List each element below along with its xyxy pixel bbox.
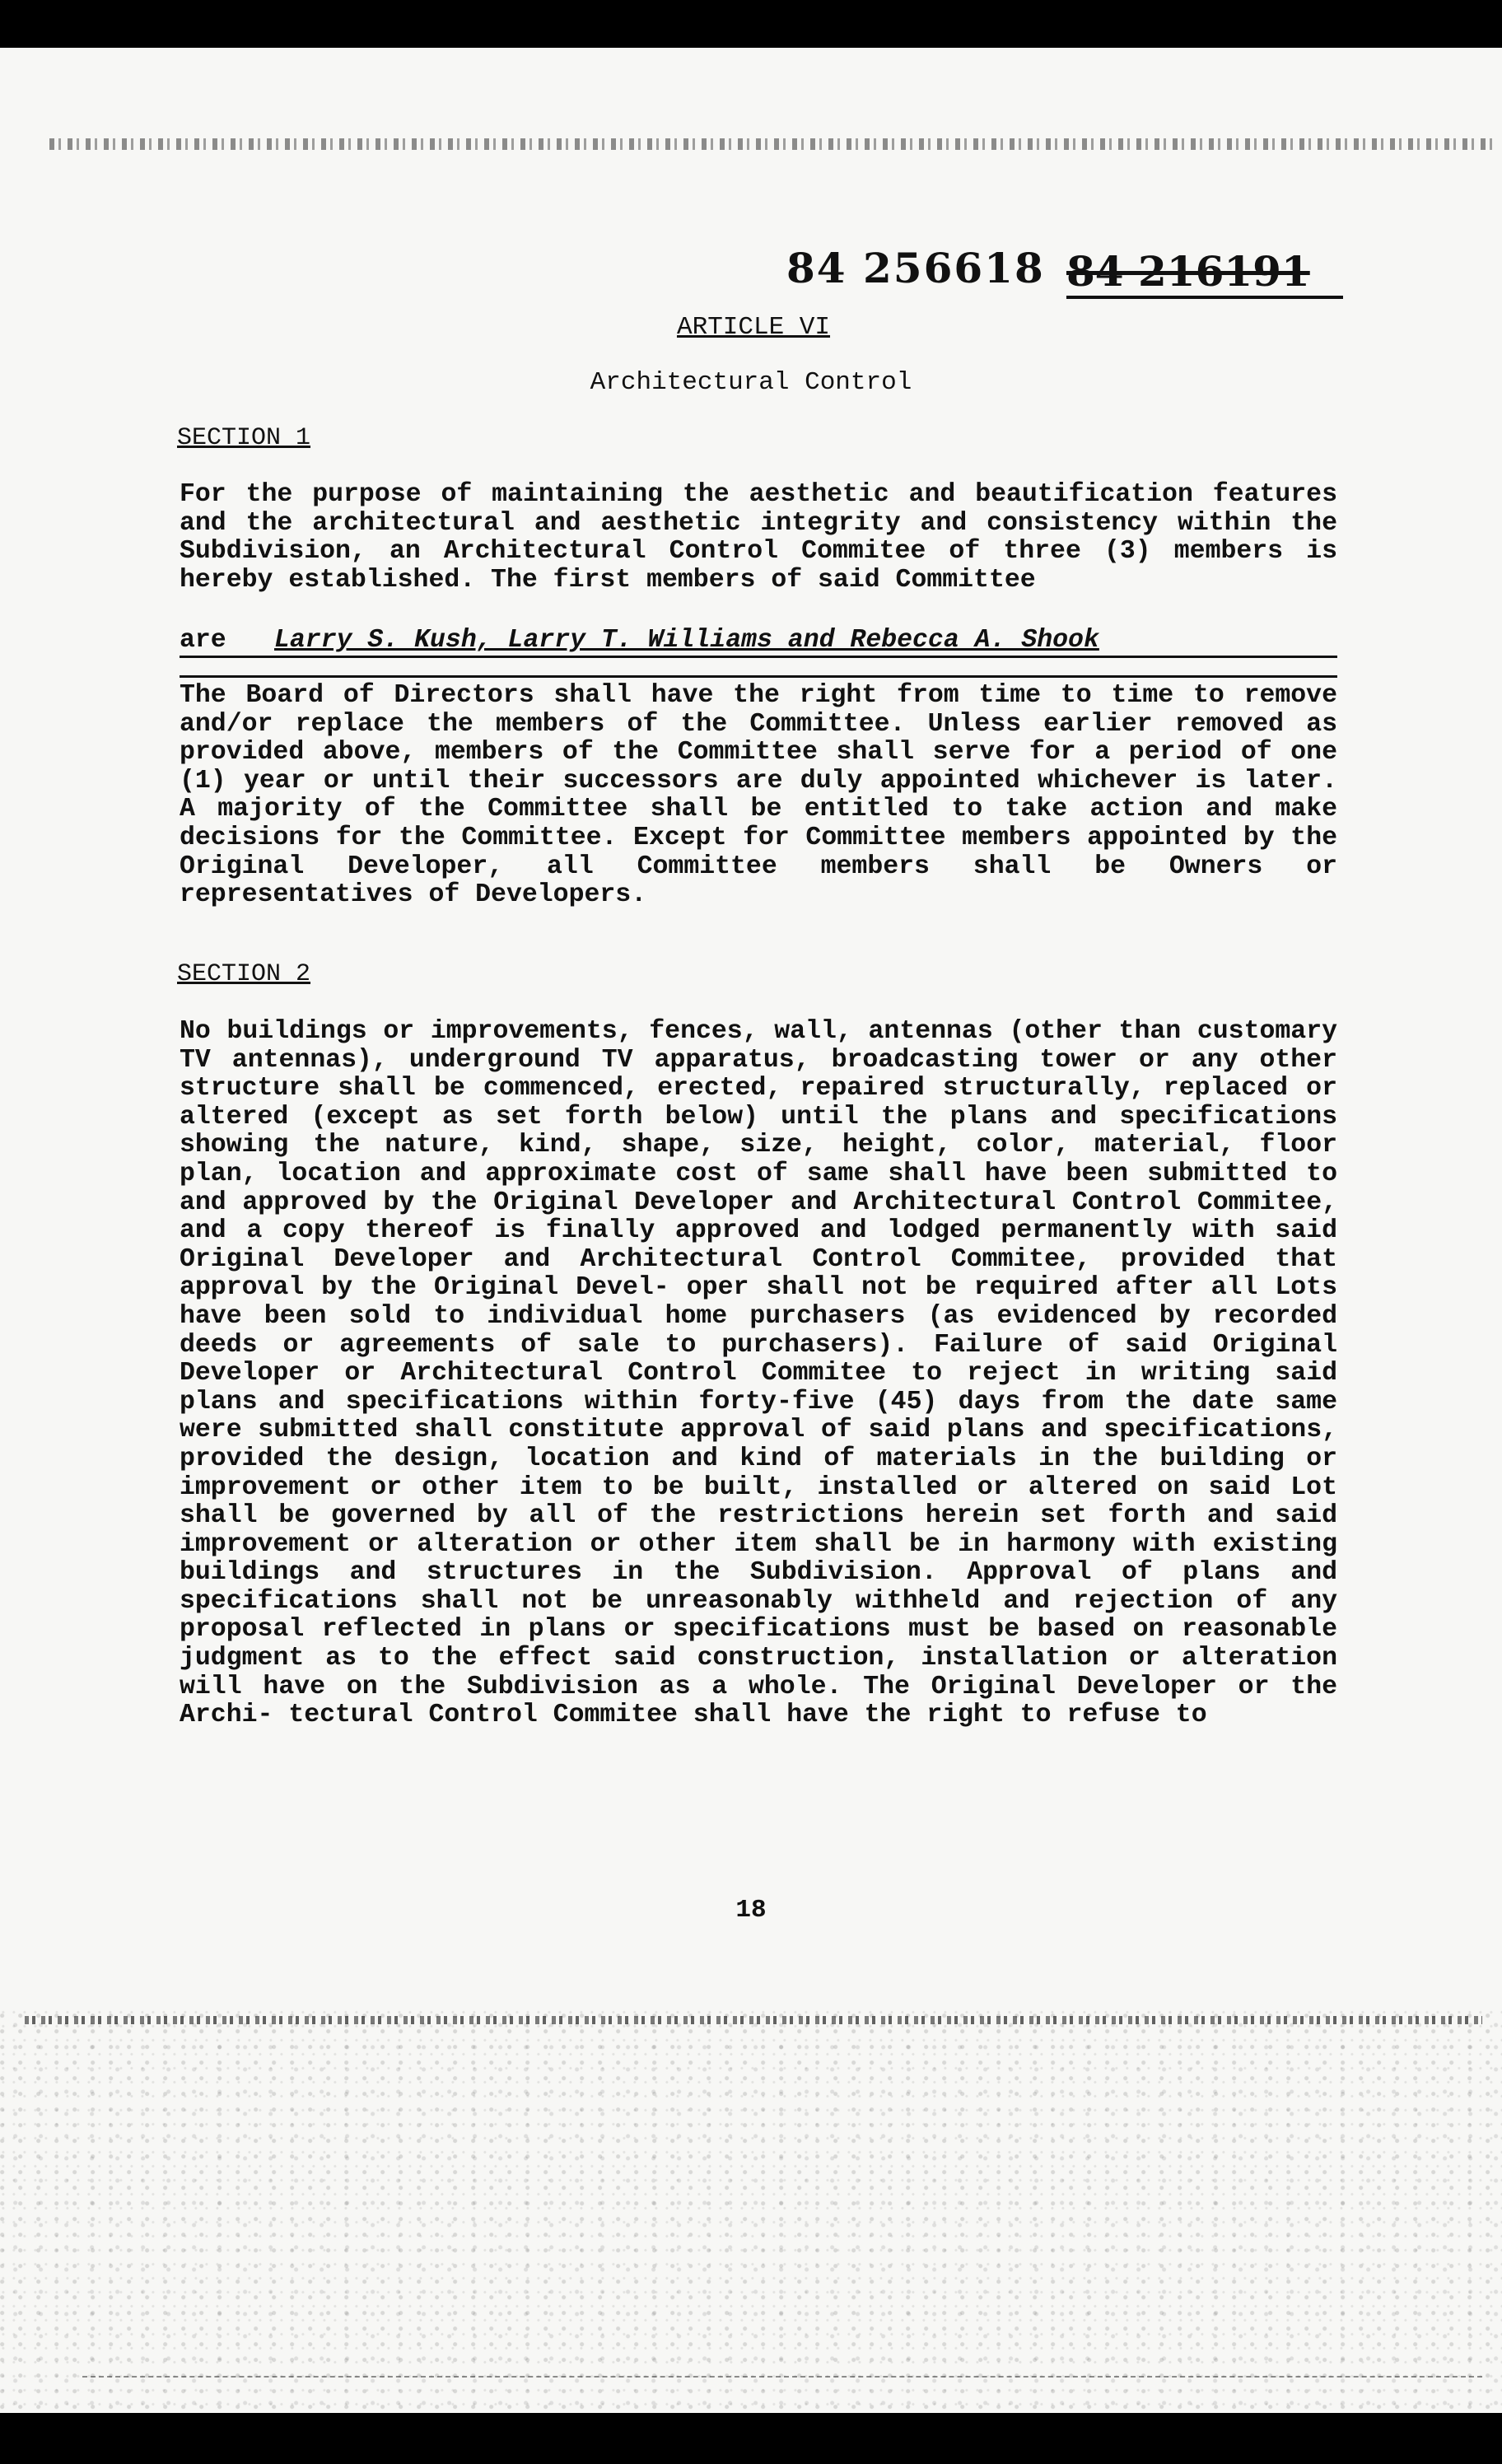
article-subheading: Architectural Control [590,368,912,397]
scan-artifact-top [49,138,1499,150]
scan-noise-area [0,2009,1502,2421]
section-1-title: SECTION 1 [177,424,311,452]
members-prefix: are [180,626,226,655]
scan-artifact-dashes [82,2376,1482,2378]
section-1-paragraph-2: The Board of Directors shall have the right from time to time to remove and/or replace the members of the Committee. Unless earlier removed as provided above, members of the Committee shall serve for a period of one (1) year or until their successors are duly appointed whichever is later. A majority of the Committee shall be entitled to take action and make decisions for the Committee. Except for Committee members appointed by the Original Developer, all Committee members shall be Owners or representatives of Developers. [180,681,1337,910]
committee-members-line [180,626,1337,658]
recording-number-struck: 84 216191 [1066,247,1343,299]
article-heading: ARTICLE VI [676,313,831,342]
recording-number-current: 84 256618 [786,244,1045,292]
recording-numbers [786,244,1478,301]
article-heading-wrap [0,313,1502,342]
scan-bottom-edge [0,2413,1502,2464]
section-2-paragraph: No buildings or improvements, fences, wall, antennas (other than customary TV antennas), underground TV apparatus, broadcasting tower or any other structure shall be commenced, erected, repaired structurally, replaced or altered (except as set forth below) until the plans and specifications showing the nature, kind, shape, size, height, color, material, floor plan, location and approximate cost of same shall have been submitted to and approved by the Original Developer and Architectural Control Commitee, and a copy thereof is finally approved and lodged permanently with said Original Developer and Architectural Control Commitee, provided that approval by the Original Devel- oper shall not be required after all Lots have been sold to individual home purchasers (as evidenced by recorded deeds or agreements of sale to purchasers). Failure of said Original Developer or Architectural Control Commitee to reject in writing said plans and specifications within forty-five (45) days from the date same were submitted shall constitute approval of said plans and specifications, provided the design, location and kind of materials in the building or improvement or other item to be built, installed or altered on said Lot shall be governed by all of the restrictions herein set forth and said improvement or alteration or other item shall be in harmony with existing buildings and structures in the Subdivision. Approval of plans and specifications shall not be unreasonably withheld and rejection of any proposal reflected in plans or specifications must be based on reasonable judgment as to the effect said construction, installation or alteration will have on the Subdivision as a whole. The Original Developer or the Archi- tectural Control Commitee shall have the right to refuse to [180,1017,1337,1730]
committee-member-names: Larry S. Kush, Larry T. Williams and Rebecca A. Shook [274,626,1099,655]
section-2-title: SECTION 2 [177,960,311,988]
section-1-paragraph-1: For the purpose of maintaining the aesthetic and beautification features and the architectural and aesthetic integrity and consistency within the Subdivision, an Architectural Control Commitee of three (3) members is hereby established. The first members of said Committee [180,480,1337,595]
signature-rule [180,675,1337,678]
page-number: 18 [735,1896,767,1925]
